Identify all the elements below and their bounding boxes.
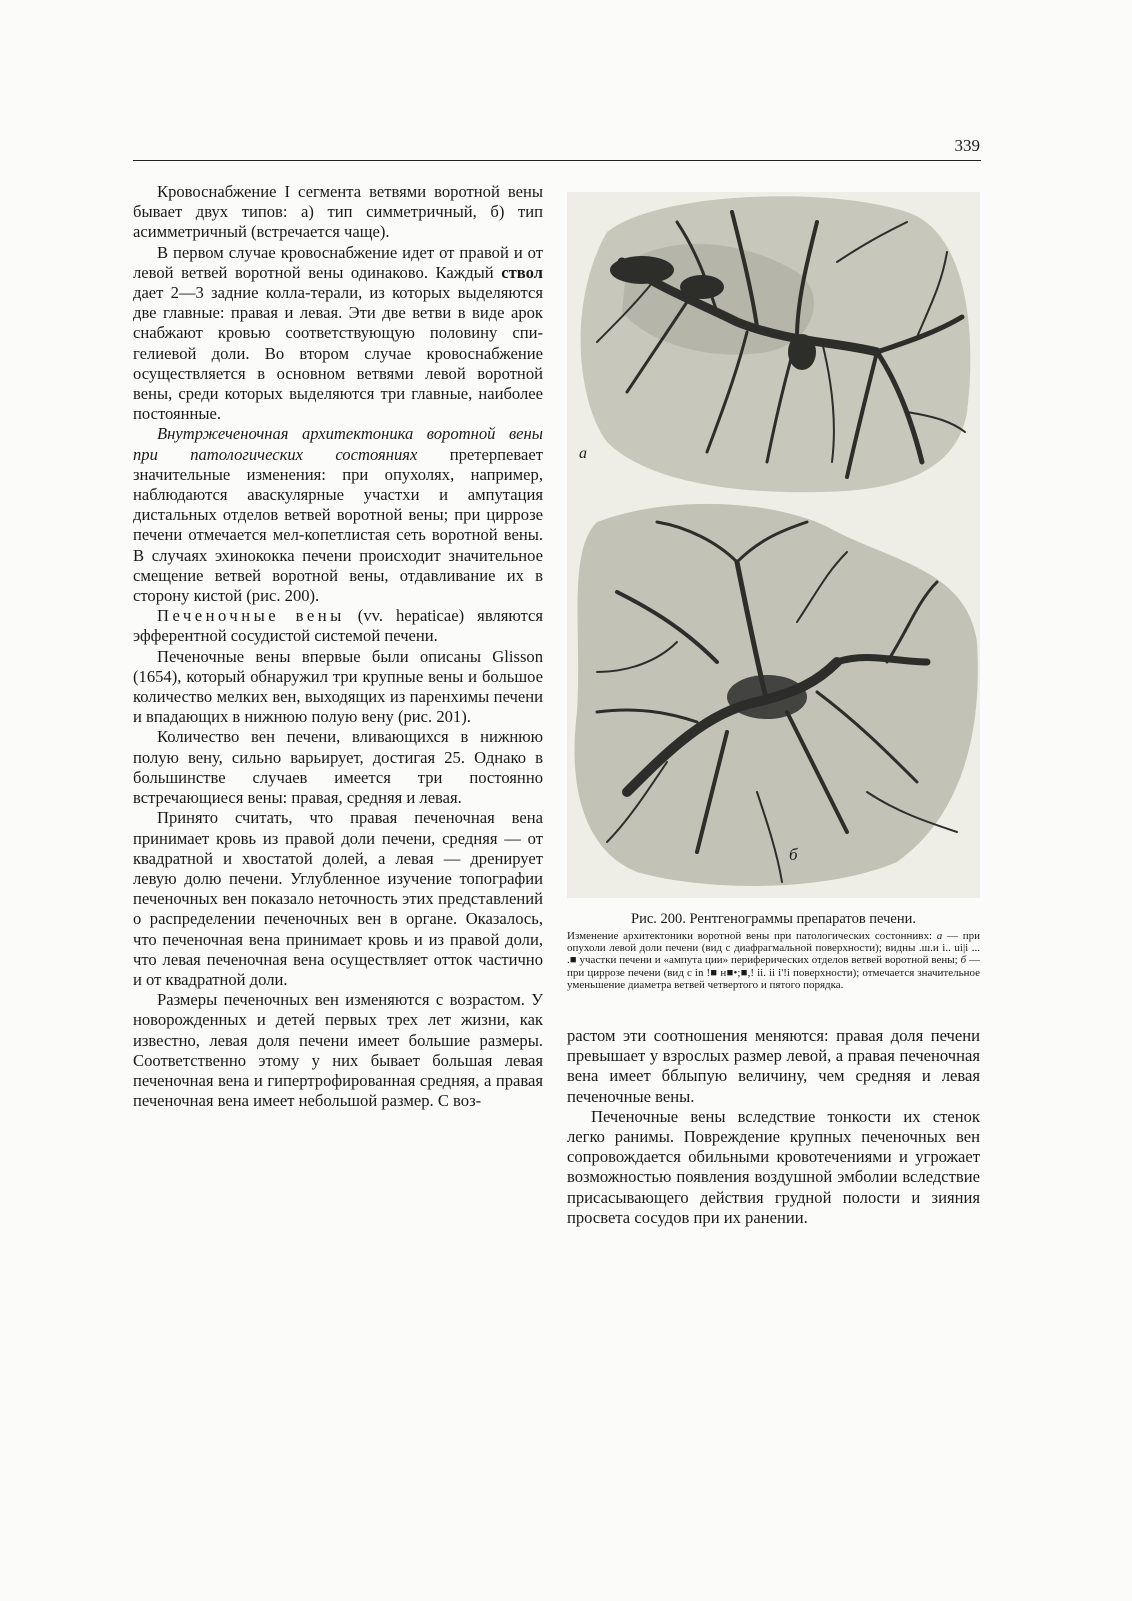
header-rule <box>133 160 981 161</box>
italic-term: Внутржеченочная архитектоника воротной вены при патологических состояниях <box>133 424 543 464</box>
paragraph: В первом случае кровоснабжение идет от правой и от левой ветвей воротной вены одинаково. Каждый ствол дает 2—3 задние колла-терали, из которых выделяются две главные: правая и левая. Эти две ветви в виде арок снабжают кровью соответствующую половину спи-гелиевой доли. Во втором случае кровоснабжение осуществляется в основном ветвями левой воротной вены, среди которых выделяются три главные, наиболее постоянные. <box>133 242 543 424</box>
paragraph: Количество вен печени, вливающихся в нижнюю полую вену, сильно варьирует, достигая 25. Однако в большинстве случаев имеется три постоянно встречающиеся вены: правая, средняя и левая. <box>133 727 543 808</box>
paragraph: Печеночные вены вследствие тонкости их стенок легко ранимы. Повреждение крупных печеночных вен сопровождается обильными кровотечениями и угрожает возможностью появления воздушной эмболии вследствие присасывающего действия грудной полости и зияния просвета сосудов при их ранении. <box>567 1106 980 1227</box>
figure-label-b: б <box>789 845 798 864</box>
paragraph: Принято считать, что правая печеночная вена принимает кровь из правой доли печени, средняя — от квадратной и хвостатой долей, а левая — дренирует левую долю печени. Углубленное изучение топографии печеночных вен показало неточность этих представлений о распределении печеночных вен в органе. Оказалось, что печеночная вена принимает кровь и из правой доли, что левая печеночная вена осуществляет отток частично и от квадратной доли. <box>133 808 543 989</box>
paragraph: Размеры печеночных вен изменяются с возрастом. У новорожденных и детей первых трех лет жизни, как известно, левая доля печени имеет большие размеры. Соответственно этому у них бывает большая левая печеночная вена и гипертрофированная средняя, а правая печеночная вена имеет небольшой размер. С воз- <box>133 990 543 1111</box>
figure-caption-title: Рис. 200. Рентгенограммы препаратов печени. <box>631 911 916 927</box>
left-column <box>133 182 543 1111</box>
figure-caption-body: Изменение архитектоники воротной вены при патологических состоннивх: а — при опухоли левой доли печени (вид с диафрагмальной поверхности); видны .ш.и i.. ui|i ... .■ участки печени и «ампута ции» периферических отделов ветвей воротной вены; б — при циррозе печени (вид с in !■ н■•;■,! ii. ii i'!i поверхности); отмечается значительное уменьшение диаметра ветвей четвертого и пятого порядка. <box>567 930 981 991</box>
paragraph: Кровоснабжение I сегмента ветвями воротной вены бывает двух типов: а) тип симметричный, б) тип асимметричный (встречается чаще). <box>133 182 543 242</box>
paragraph: Печеночные вены впервые были описаны Glisson (1654), который обнаружил три крупные вены и большое количество мелких вен, выходящих из паренхимы печени и впадающих в нижнюю полую вену (рис. 201). <box>133 646 543 727</box>
paragraph: растом эти соотношения меняются: правая доля печени превышает у взрослых размер левой, а правая печеночная вена имеет бблыпую величину, чем средняя и левая печеночные вены. <box>567 1026 980 1106</box>
page-number: 339 <box>954 136 980 155</box>
figure-label-a: а <box>579 445 587 462</box>
paragraph: Печеночные вены (vv. hepaticae) являются эфферентной сосудистой системой печени. <box>133 606 543 646</box>
right-column <box>567 1026 980 1228</box>
xray-liver-a <box>579 196 970 492</box>
bold-term: ствол <box>501 262 543 282</box>
spaced-term: Печеночные вены <box>157 606 345 626</box>
paragraph: Внутржеченочная архитектоника воротной вены при патологических состояниях претерпевает значительные изменения: при опухолях, например, наблюдаются аваскулярные участхи и ампутация дистальных отделов ветвей воротной вены; при циррозе печени отмечается мел-копетлистая сеть воротной вены. В случаях эхинококка печени происходит значительное смещение ветвей воротной вены, отдавливание их в сторону кистой (рис. 200). <box>133 424 543 606</box>
xray-figure <box>567 192 980 898</box>
